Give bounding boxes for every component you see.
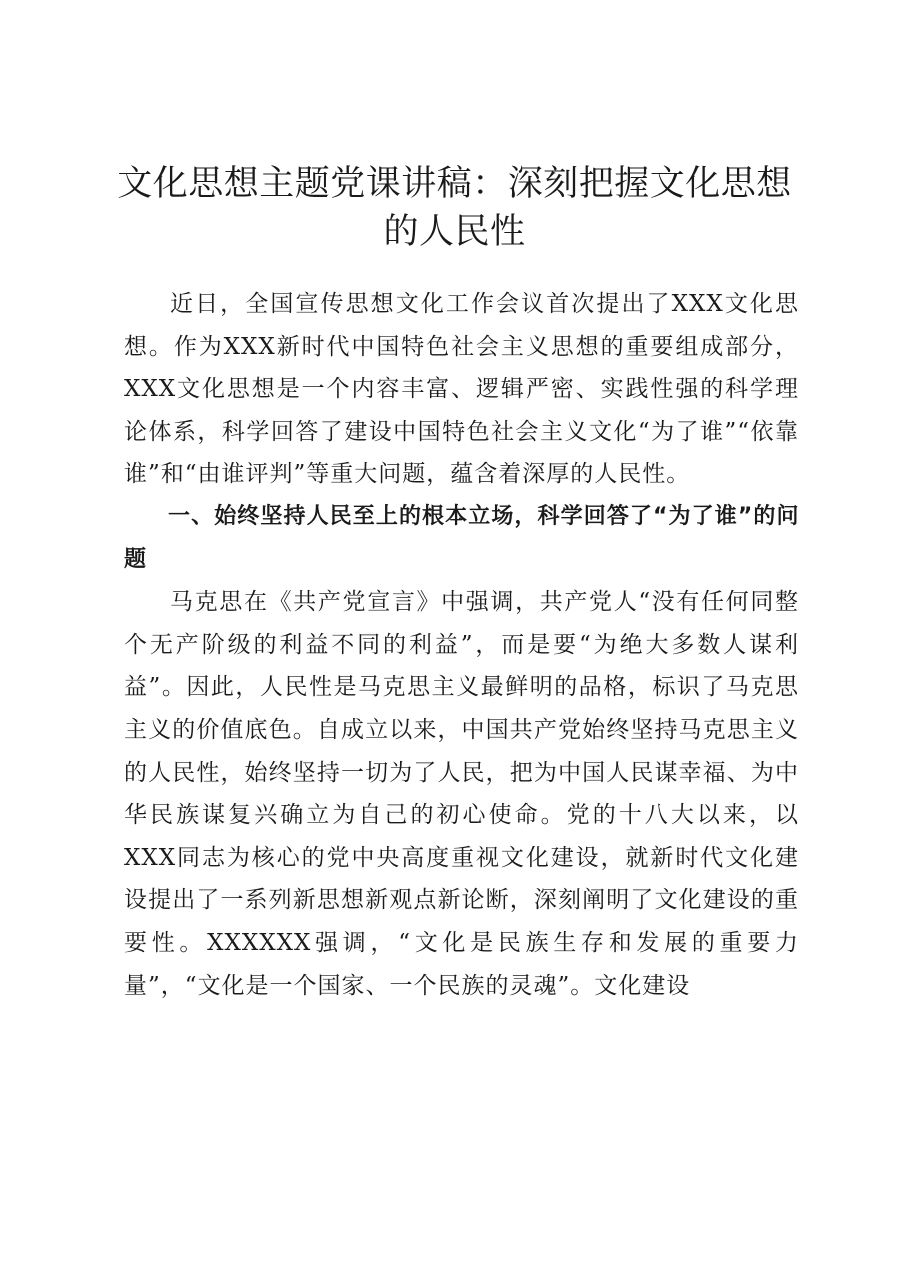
section-heading-1: 一、始终坚持人民至上的根本立场，科学回答了“为了谁”的问题 [124,503,799,572]
intro-paragraph: 近日，全国宣传思想文化工作会议首次提出了XXX文化思想。作为XXX新时代中国特色社会主义思想的重要组成部分，XXX文化思想是一个内容丰富、逻辑严密、实践性强的科学理论体系，科学回答了建设中国特色社会主义文化“为了谁”“依靠谁”和“由谁评判”等重大问题，蕴含着深厚的人民性。 [124,291,799,488]
document-title: 文化思想主题党课讲稿：深刻把握文化思想的人民性 [117,164,792,252]
document-body [124,283,799,1007]
section-1-paragraph: 马克思在《共产党宣言》中强调，共产党人“没有任何同整个无产阶级的利益不同的利益”，而是要“为绝大多数人谋利益”。因此，人民性是马克思主义最鲜明的品格，标识了马克思主义的价值底色。自成立以来，中国共产党始终坚持马克思主义的人民性，始终坚持一切为了人民，把为中国人民谋幸福、为中华民族谋复兴确立为自己的初心使命。党的十八大以来，以XXX同志为核心的党中央高度重视文化建设，就新时代文化建设提出了一系列新思想新观点新论断，深刻阐明了文化建设的重要性。XXXXXX强调，“文化是民族生存和发展的重要力量”，“文化是一个国家、一个民族的灵魂”。文化建设 [124,589,799,999]
